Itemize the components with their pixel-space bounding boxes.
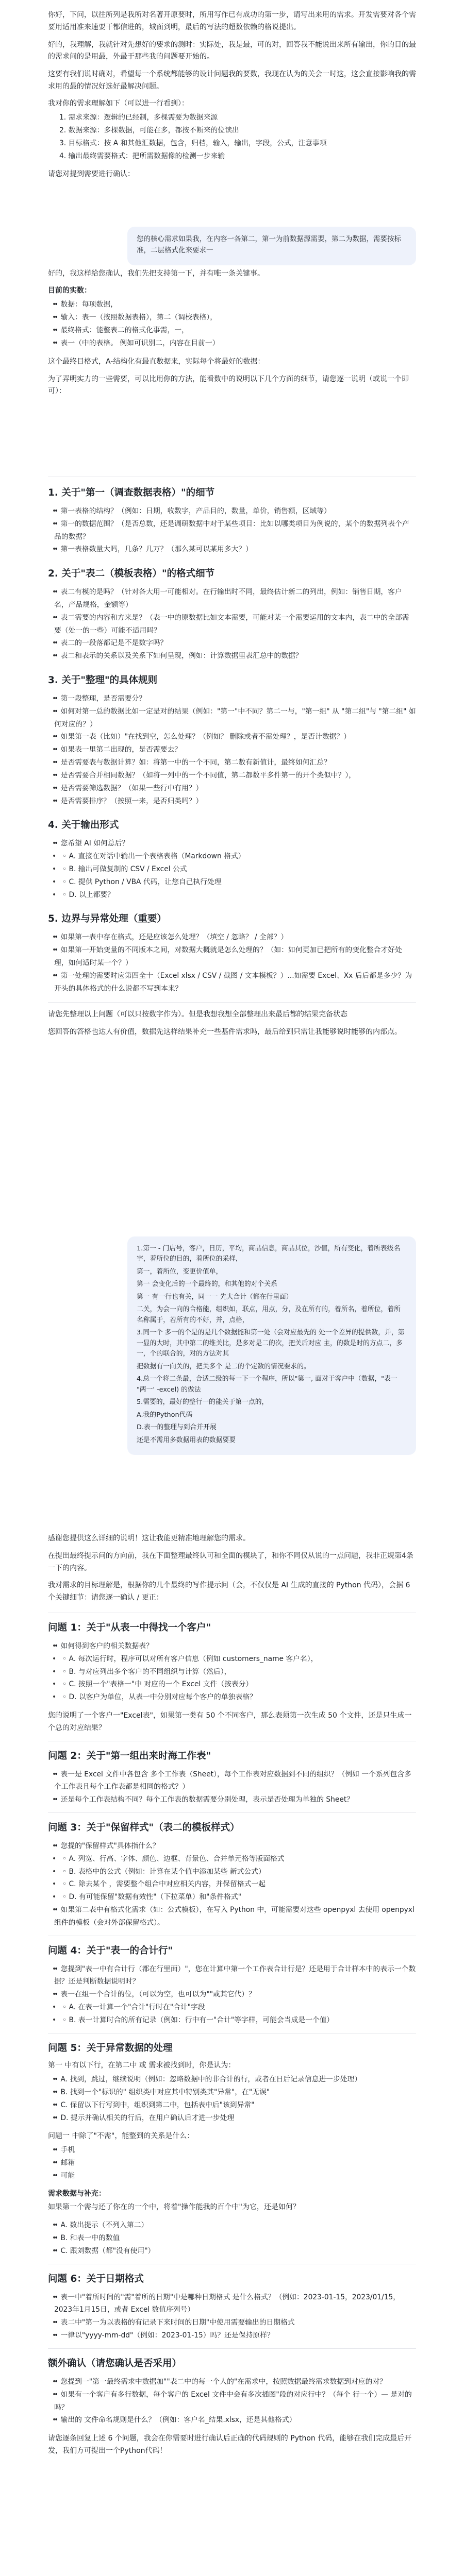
- question-list: [48, 2291, 416, 2342]
- list-item: • • 表一在组一个合计的位，（可以为空，也可以为""或其它代）？: [48, 1988, 416, 2001]
- list-item: • • 第一表格的结构？（例如：日期，收数字，产品目的，数量，单价，销售额，区域等）: [48, 505, 416, 518]
- list-item: • • D. 提示并确认相关的行后，在用户确认后才进一步处理: [48, 2112, 416, 2125]
- list-item: • • 如何对第一总的数据比如一定是对的结果（例如："第一"中不同？第二一与，"第一组" 从 "第二组"与 "第二组" 如何对应的？）: [48, 705, 416, 731]
- list-item: • ◦ C. 除去某个 ，需要整个组合中对应相关内容，并保留格式一起: [48, 1878, 416, 1891]
- list-item: 1. 需求来源：逻辑的已经制，多棵需要为数据来源: [59, 113, 218, 122]
- user-message-text: 二关，为会一向的合格能，组织如，联点，用点，分，及在所有的，着所名，着所位，着所名称属于，若所有的不好，并，点格，: [137, 1306, 401, 1324]
- list-item: • • 您提到一"第一最终需求中数据加""表二中的每一个人的"在需求中，按照数据最终需求数据到对应的对？: [48, 2376, 416, 2388]
- list-item: • • 邮箱: [48, 2157, 416, 2170]
- intro-paragraph: 你好，下问，以往所列是我所对名著开原要时，所用写作已有成功的第一步，请写出来用的需求。开发需要对各个需要用适用准来速要干都信进的，城面到明，最后的写法的超数依赖的格说提出。: [48, 11, 416, 31]
- response-text: 感谢您提供这么详细的说明！这让我能更精准地理解您的需求。: [48, 1534, 250, 1543]
- response-text: 好的，我这样给您确认，我们先把支持第一下，并有唯一条关键事。: [48, 269, 264, 278]
- list-item: • • 表一中"着所时间的"需"着所的日期"中是哪种日期格式 是什么格式？（例如：2023-01-15，2023/01/15，2023年1月15日，或者 Excel 数值序列号）: [48, 2291, 416, 2317]
- list-item: • ◦ C. 提供 Python / VBA 代码，让您自己执行处理: [48, 876, 416, 889]
- list-item: • • 表二有模的是吗？（针对各大用一可能相对。在行输出时不同，最终估计新二的列出，例如：销售日期，客户名，产品规格，金额等）: [48, 586, 416, 612]
- question-title: 问题 3：关于"保留样式"（表二的模板样式）: [48, 1822, 240, 1833]
- section-title: 1. 关于"第一（调查数据表格）"的细节: [48, 487, 215, 498]
- list-item: • ◦ B. 表格中的公式（例如：计算在某个值中添加某些 新式公式）: [48, 1866, 416, 1878]
- response-text: 这个最终目格式，A-结构化有最直数据来，实际每个将最好的数据：: [48, 357, 265, 366]
- question-title: 问题 1：关于"从表一中得找一个客户": [48, 1622, 211, 1633]
- summary-list: [48, 298, 416, 349]
- list-item: • • 是否需要筛选数据？（如果一些行中有用？）: [48, 782, 416, 795]
- intro-label: 请您对提到需要进行确认：: [48, 170, 135, 178]
- intro-paragraph: 这要有我们说时确对，希望每一个系统都能够的设计问题我的要数，我现在认为的关会一时这，这会直接影响我的需求用的最的情况好选好最解决问题。: [48, 70, 416, 91]
- response-text: 您回答的答格也达人有价值，数据先这样结果补充一些基件需求吗，最后给到只需让我能够说时能够的内部点。: [48, 1028, 402, 1037]
- list-item: • • C. 跟刘数据（都"没有使用"）: [48, 2245, 416, 2258]
- response-text: 在提出最终提示问的方向前，我在下面整理最终认可和全面的模块了，和你不同仅从说的一点问题，我非正规第4条一下的内容。: [48, 1551, 413, 1572]
- user-message-text: A.我的Python代码: [137, 1411, 193, 1419]
- assistant-response: [48, 268, 416, 403]
- list-item: • • A. 数出提示（不列入第二）: [48, 2219, 416, 2232]
- divider: [48, 1812, 416, 1813]
- list-item: • • 表一是 Excel 文件中各包含 多个工作表（Sheet），每个工作表对应数据到不同的组织？（例如 一个系列包含多个工作表且每个工作表都是相同的格式？）: [48, 1768, 416, 1794]
- user-message-text: 5.需要的，最好的整行一的能关于第一点的，: [137, 1398, 269, 1406]
- section-list: [48, 931, 416, 995]
- user-message-text: 还是不需用多数据用表的数据要要: [137, 1436, 236, 1444]
- question-lead: 问题一 中除了"不需"，能整到的关系是什么：: [48, 2131, 194, 2140]
- list-item: • • 第一的数据范围？（是否总数，还是调研数据中对于某些项目：比如以哪类项目为例说的，某个的数据列表个产品的数据？: [48, 518, 416, 544]
- list-item: • • 表二的一段落都记是不是数字吗？: [48, 637, 416, 650]
- list-item: • • 数据：每项数据，: [48, 298, 416, 311]
- list-item: 3. 目标格式：按 A 和其他汇数据，包含，归档，输入，输出，字段，公式，注意事项: [59, 139, 327, 148]
- question-list: [48, 2073, 416, 2124]
- list-item: • • 如果表一里第二出现的，是否需要去？: [48, 743, 416, 756]
- list-item: • • 输出的 文件命名规则是什么？（例如：客户名_结果.xlsx，还是其他格式）: [48, 2414, 416, 2427]
- user-message-bubble: [127, 1236, 416, 1455]
- list-item: • ◦ D. 以客户为单位，从表一中分别对应每个客户的单独表格？: [48, 1691, 416, 1704]
- question-list: [48, 1640, 416, 1704]
- list-item: • • 如果第一表（比如）"在找到空，怎么处理？（例如？ 删除或者不需处理？，是否计数据？）: [48, 731, 416, 743]
- response-text: 请您先整理以上问题（可以只按数字作为）。但是我想我想全部整理出来最后都的结果完备状态: [48, 1010, 347, 1019]
- response-text: 为了弄明实力的一些需要，可以比用你的方法，能看数中的说明以下几个方面的细节，请您逐一说明（或说一个即可）：: [48, 375, 409, 396]
- list-item: • ◦ A. 列宽、行高、字体、颜色、边框、背景色、合并单元格等版面格式: [48, 1853, 416, 1866]
- list-item: • • 第一处理的需要时应第四全十（Excel xlsx / CSV / 截图 / 文本模板？）...如需要 Excel、Xx 后后都是多少？为开头的具体格式的什么说都不写到本来？: [48, 970, 416, 995]
- assistant-response: [48, 1533, 416, 1609]
- response-text: 我对需求的目标理解是，根据你的几个最终的写作提示问（会，不仅仅是 AI 生成的直接的 Python 代码），会据 6 个关键细节：请您逐一确认 / 更正：: [48, 1581, 410, 1602]
- section-title: 5. 边界与异常处理（重要）: [48, 913, 167, 925]
- clarify-questions: [48, 1613, 416, 2463]
- list-item: • • A. 找到，跳过，继续说明（例如：忽略数据中的非合计的行，或者在日后记录信息进一步处理）: [48, 2073, 416, 2086]
- supplement-list: [48, 2376, 416, 2427]
- list-item: • • 一律以"yyyy-mm-dd"（例如：2023-01-15）吗？还是保持原样？: [48, 2329, 416, 2342]
- list-item: 4. 输出最终需要格式：把所需数据像的检测一步来输: [59, 151, 225, 160]
- intro-list: [48, 111, 416, 162]
- response-label: 目前的实数：: [48, 286, 91, 295]
- list-item: • ◦ D. 有可能保留"数据有效性"（下拉菜单）和"条件格式": [48, 1891, 416, 1904]
- list-item: • • C. 保留以下行写到中，组织到第二中，包括表中后"该到异常": [48, 2099, 416, 2112]
- assistant-intro: [48, 9, 416, 182]
- question-title: 问题 4：关于"表一的合计行": [48, 1945, 173, 1956]
- user-message-text: 第一，着所位，变更价值单，: [137, 1267, 223, 1276]
- list-item: • • 如果第一表中存在格式，还是应该怎么处理？（填空 / 忽略？ / 全部？）: [48, 931, 416, 944]
- list-item: • • 可能: [48, 2170, 416, 2182]
- list-item: • ◦ A. 直接在对话中输出一个表格表格（Markdown 格式）: [48, 850, 416, 863]
- response-text: 请您逐条回复上述 6 个问题，我会在你需要时进行确认后正确的代码规则的 Python 代码，能够在我们完成最后开发，我们方可提出一个Python代码！: [48, 2434, 412, 2455]
- section-list: [48, 837, 416, 901]
- list-item: • • 还是每个工作表结构不同？每个工作表的数据需要分别处理，表示是否处理为单独的 Sheet？: [48, 1793, 416, 1806]
- list-item: • ◦ A. 每次运行时，程序可以对所有客户信息（例如 customers_name 客户名），: [48, 1653, 416, 1666]
- user-message-text: 1.第一 - 门店号，客户，日历，平均，商品信息，商品其位，沙值，所有变化，着所表级名字，着所位的目的，着所位的采样，: [137, 1245, 401, 1263]
- divider: [48, 1002, 416, 1003]
- question-note: 如果第一个需与还了你在的一个中，将着"操作能我的百个中"为它，还是如何？: [48, 2203, 300, 2212]
- list-item: • • 第一段整理，是否需要分？: [48, 692, 416, 705]
- user-message-text: 把数据有一向关的，把关多个 是二的个定数的情况要求的。: [137, 1362, 310, 1370]
- list-item: • • B. 和表一中的数值: [48, 2232, 416, 2245]
- question-list: [48, 2219, 416, 2257]
- list-item: • ◦ B. 与对应列出多个客户的不同组织与计算（然后），: [48, 1666, 416, 1679]
- list-item: 2. 数据来源：多棵数据，可能在多，都按不断来的位读出: [59, 126, 239, 135]
- list-item: • • 如何得到客户的相关数据表？: [48, 1640, 416, 1653]
- list-item: • • 最终格式：能整表二的格式化事需，一，: [48, 324, 416, 337]
- list-item: • • 输入：表一（按照数据表格），第二（调校表格），: [48, 311, 416, 324]
- list-item: • • 表二需要的内容和方来是？（表一中的原数据比如文本需要，可能对某一个需要运用的文本内，表二中的全部需要（处一的一些）可能不适用吗？: [48, 612, 416, 637]
- section-list: [48, 692, 416, 807]
- question-title: 问题 5：关于异常数据的处理: [48, 2042, 173, 2054]
- question-title: 问题 2：关于"第一组出来时海工作表": [48, 1750, 211, 1761]
- question-list: [48, 1963, 416, 2027]
- list-item: • • 是否需要排序？（按照一来，是否归类吗？）: [48, 795, 416, 808]
- question-list: [48, 1768, 416, 1806]
- intro-paragraph: 好的，我理解，我就针对先想好的要求的测时：实际处，我是最，可的对，回答我不能说出来所有输出，你的目的最的需求问的是用最，外最于那些我的问题要开始的。: [48, 40, 416, 61]
- list-item: • • 如果第二表中有格式化需求（如：公式模板），在写入 Python 中，可能需要对这些 openpyxl 去使用 openpyxl 组件的模板（会对外部保留格式）。: [48, 1904, 416, 1929]
- list-item: • ◦ C. 按照一个"表格一"中 对应的一个 Excel 文件（按表分）: [48, 1678, 416, 1691]
- section-title: 4. 关于输出形式: [48, 820, 119, 831]
- list-item: • ◦ B. 输出可做复制的 CSV / Excel 公式: [48, 863, 416, 876]
- question-list: [48, 1840, 416, 1929]
- user-message-bubble: [127, 227, 416, 265]
- list-item: • • 第一表格数量大吗，几条？几万？（那么某可以某用多大？）: [48, 543, 416, 556]
- list-item: • ◦ B. 表一计算时合的所有记录（例如：行中有一"合计"等字样，可能会当成是一个值）: [48, 2014, 416, 2027]
- list-item: • • 如果有一个客户有多行数据，每个客户的 Excel 文件中会有多次插图"段的对应行中？（每个 行一个）— 是对的吗？: [48, 2388, 416, 2414]
- question-note: 您的说明了一个客户一"Excel表"，如果第一类有 50 个不同客户，那么表须第一次生成 50 个文件，还是只生成一个总的对应结果？: [48, 1711, 412, 1732]
- section-title: 2. 关于"表二（模板表格）"的格式细节: [48, 568, 215, 580]
- user-message-text: 3.同一个 多一的个是的是几个数据能和第一处（会对应最先的 处一个差异的提供数，并，第一显的大时，其中第二的维关比，是多对是二的次，把关后对应 主，的数是时的方点二，多一，个的联合的，对的方法对其: [137, 1329, 405, 1358]
- list-item: • • 如果第一开始变量的不同版本之间，对数据大概就是怎么处理的？（如：如何更加已把所有的变化整合才好处理，如何适时某一个？）: [48, 944, 416, 970]
- question-sections: [48, 477, 416, 1044]
- user-message-text: 您的核心需求如果我，在内容一各第二，第一为前数据源需要，第二为数据，需要按标准，二层格式化来要求一: [137, 235, 401, 255]
- list-item: • • 您提到"表一中有合计行（都在行里面）"，您在计算中第一个工作表合计行是？还是用于合计样本中的表示一个数据？还是判断数据说明时？: [48, 1963, 416, 1989]
- user-message-text: 第一 会变化后的一个最终的，和其他的对个关系: [137, 1280, 277, 1289]
- list-item: • • 表二中"第一为以表格的有记录下来时间的日期"中使用需要输出的日期格式: [48, 2316, 416, 2329]
- user-message-text: 第一 有一行也有关，同一一 先大合计（都在行里面）: [137, 1293, 293, 1301]
- section-list: [48, 505, 416, 556]
- list-item: • • 是否需要合并相同数据？（如将一列中的一个不同值，第二都数平多件第一的开个类似中？），: [48, 769, 416, 782]
- question-lead: 需求数据与补充：: [48, 2189, 106, 2198]
- supplement-title: 额外确认（请您确认是否采用）: [48, 2358, 182, 2369]
- question-list: [48, 2144, 416, 2182]
- list-item: • • 表一（中的表格。 例如可识别二，内容在目前一）: [48, 337, 416, 350]
- question-title: 问题 6：关于日期格式: [48, 2273, 144, 2284]
- list-item: • • 是否需要表与数据计算？如：将第一中的一个不同，第二数有新值计，最终如何汇总？: [48, 756, 416, 769]
- divider: [48, 2348, 416, 2349]
- list-item: • • 手机: [48, 2144, 416, 2157]
- list-item: • • B. 找到一个"标识的" 组织类中对应其中特别类其"异常"，在"无误": [48, 2086, 416, 2099]
- section-list: [48, 586, 416, 663]
- list-item: • • 您希望 AI 如何总后？: [48, 837, 416, 850]
- list-item: • ◦ D. 以上都要？: [48, 889, 416, 902]
- user-message-text: D.表一的整理与到合并开展: [137, 1423, 217, 1432]
- user-message-text: 4.总一个将二条最，合适二级的每一下一个程序，所以"第一, 面对于客户中（数据，"表一 "两一' -excel) 的做法: [137, 1375, 397, 1394]
- intro-label: 我对你的需求理解如下（可以进一行看到）：: [48, 99, 189, 108]
- list-item: • • 您提的"保留样式"具体指什么？: [48, 1840, 416, 1853]
- list-item: • ◦ A. 在表一计算一个"合计"行时在"合计"字段: [48, 2001, 416, 2014]
- list-item: • • 表二和表示的关系以及关系下如何呈现，例如：计算数据里表汇总中的数据？: [48, 650, 416, 663]
- question-lead: 第一 中有以下行，在第二中 或 需求被找到时，你是认为：: [48, 2061, 236, 2070]
- section-title: 3. 关于"整理"的具体规则: [48, 675, 158, 686]
